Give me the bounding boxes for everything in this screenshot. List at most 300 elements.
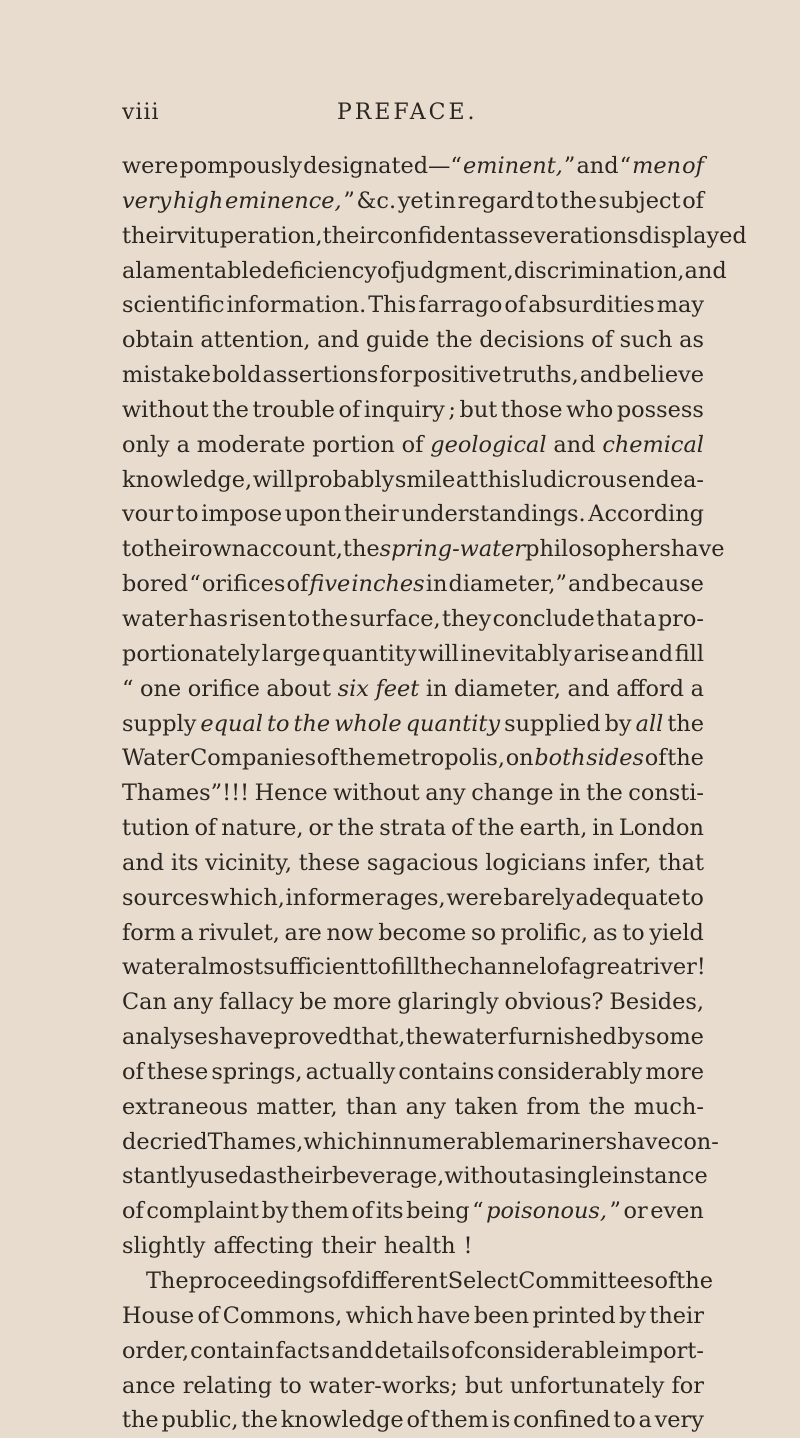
word: in	[425, 571, 448, 598]
word: sagacious	[366, 849, 479, 876]
word: knowledge,	[122, 466, 253, 493]
word: change	[471, 780, 554, 807]
word: supplied	[504, 710, 601, 737]
text-line	[122, 184, 704, 219]
word: only	[122, 431, 170, 458]
word: channel	[456, 954, 547, 981]
word: that,	[352, 1024, 406, 1051]
word: water-works;	[308, 1372, 458, 1399]
word: as	[679, 327, 704, 354]
word: will	[418, 640, 459, 667]
word: and	[122, 849, 165, 876]
word: were	[446, 884, 503, 911]
word: the	[241, 1407, 278, 1434]
word: information.	[226, 292, 367, 319]
text-line	[122, 323, 704, 358]
word: of	[197, 1302, 220, 1329]
word: of	[351, 1198, 374, 1225]
word: the	[405, 1024, 443, 1051]
word: have	[617, 1128, 671, 1155]
word: regard	[457, 187, 535, 214]
word: both	[534, 745, 586, 772]
word: farrago	[418, 292, 503, 319]
word: assertions	[262, 362, 379, 389]
word: five	[309, 571, 351, 598]
word: deficiency	[261, 257, 377, 284]
word: considerably	[497, 1058, 643, 1085]
word: sources	[122, 884, 210, 911]
word: ”	[609, 1198, 621, 1225]
word: eminent,	[462, 153, 563, 179]
word: attention,	[200, 327, 311, 354]
page-number: viii	[122, 100, 160, 125]
text-line	[122, 672, 704, 707]
word: these	[298, 849, 361, 876]
word: for	[379, 362, 412, 389]
word: of	[316, 745, 339, 772]
text-line	[122, 846, 704, 881]
running-title: PREFACE.	[337, 100, 478, 125]
text-line	[122, 567, 704, 602]
word: whole	[334, 710, 402, 737]
word: feet	[375, 675, 420, 702]
word: of	[654, 1268, 677, 1294]
word: single	[544, 1163, 613, 1190]
word: their	[144, 536, 200, 563]
word: are	[284, 919, 322, 946]
word: orifices	[201, 571, 286, 598]
word: believe	[622, 362, 704, 389]
word: from	[526, 1093, 581, 1120]
word: logicians	[485, 849, 587, 876]
word: relating	[182, 1372, 273, 1399]
word: the	[293, 710, 331, 737]
word: now	[326, 919, 374, 946]
word: their	[277, 1163, 332, 1190]
word: portionately	[122, 640, 260, 667]
word: health	[383, 1233, 456, 1260]
text-line	[122, 463, 704, 498]
word: as	[252, 1163, 278, 1190]
word: former	[307, 884, 386, 911]
text-line	[122, 532, 725, 567]
word: of	[546, 954, 569, 981]
word: instance	[612, 1163, 708, 1190]
word: designated—“	[303, 153, 462, 179]
word: large	[261, 640, 321, 667]
word: supply	[122, 710, 197, 737]
word: matter,	[256, 1093, 338, 1120]
word: river	[642, 954, 697, 981]
word: a	[122, 257, 136, 284]
word: lamentable	[135, 257, 262, 284]
word: in	[285, 884, 308, 911]
word: fill	[391, 954, 421, 981]
word: of	[401, 431, 424, 458]
word: endea-	[627, 466, 704, 493]
word: Thames,	[207, 1128, 304, 1155]
text-line	[122, 985, 704, 1020]
text-line	[122, 1159, 708, 1194]
word: water	[442, 1024, 509, 1051]
word: water	[122, 954, 188, 981]
word: of	[327, 1268, 350, 1294]
word: of	[286, 571, 309, 598]
word: According	[588, 501, 704, 528]
word: understandings.	[401, 501, 586, 528]
word: Thames”!!!	[122, 780, 250, 807]
word: be	[299, 989, 327, 1016]
word: possess	[616, 396, 704, 423]
word: water	[122, 605, 188, 632]
word: to	[622, 919, 645, 946]
word: great	[581, 954, 643, 981]
word: House	[122, 1302, 195, 1329]
word: quantity	[405, 710, 501, 737]
word: who	[566, 396, 614, 423]
word: “	[122, 675, 134, 702]
word: the	[588, 1093, 626, 1120]
word: of	[194, 815, 217, 842]
word: trouble	[252, 396, 335, 423]
word: springs,	[211, 1058, 303, 1085]
word: have	[416, 1302, 471, 1329]
text-line	[122, 776, 704, 811]
word: Can	[122, 989, 167, 1016]
word: the	[339, 745, 376, 772]
word: such	[619, 327, 673, 354]
word: of	[451, 1337, 473, 1364]
word: is	[491, 1407, 511, 1434]
text-line	[122, 497, 704, 532]
word: printed	[532, 1302, 616, 1329]
word: has	[188, 605, 229, 632]
word: conclude	[492, 605, 595, 632]
word: arise	[573, 640, 630, 667]
text-line	[122, 1055, 704, 1090]
word: details	[374, 1337, 451, 1364]
word: unfortunately	[509, 1372, 665, 1399]
word: a	[643, 605, 657, 632]
word: have	[670, 536, 725, 563]
text-line	[122, 358, 704, 393]
running-head	[122, 100, 702, 130]
word: of	[682, 153, 704, 179]
word: been	[473, 1302, 530, 1329]
word: six	[337, 675, 369, 702]
word: Committees	[518, 1268, 655, 1294]
text-line	[122, 428, 704, 463]
word: !	[696, 954, 706, 981]
word: metropolis,	[376, 745, 505, 772]
word: diameter,	[454, 675, 561, 702]
word: of	[504, 292, 527, 319]
word: proved	[273, 1024, 353, 1051]
word: that	[658, 849, 704, 876]
word: “	[619, 153, 632, 179]
word: so	[470, 919, 496, 946]
word: nature,	[221, 815, 304, 842]
word: their	[649, 1302, 704, 1329]
word: them	[431, 1407, 489, 1434]
word: to	[536, 187, 559, 214]
word: proceedings	[188, 1268, 328, 1294]
word: of	[644, 745, 667, 772]
word: yet	[397, 187, 433, 214]
word: the	[342, 536, 380, 563]
word: positive	[412, 362, 502, 389]
word: mistake	[122, 362, 212, 389]
word: and	[331, 1337, 374, 1364]
word: this	[478, 466, 521, 493]
word: and	[579, 362, 622, 389]
word: The	[146, 1268, 189, 1294]
text-line	[122, 950, 704, 985]
word: to	[122, 536, 145, 563]
word: a	[180, 919, 194, 946]
text-line	[122, 288, 704, 323]
word: more	[645, 1058, 704, 1085]
word: will	[252, 466, 294, 493]
word: furnished	[508, 1024, 617, 1051]
word: contains	[398, 1058, 495, 1085]
word: geological	[430, 431, 547, 458]
word: them	[291, 1198, 349, 1225]
word: Commons,	[222, 1302, 343, 1329]
word: glaringly	[397, 989, 499, 1016]
word: may	[656, 292, 704, 319]
word: at	[455, 466, 479, 493]
word: by	[617, 1024, 645, 1051]
word: knowledge	[280, 1407, 404, 1434]
word: almost	[187, 954, 264, 981]
word: of	[122, 1058, 144, 1085]
word: Water	[122, 745, 190, 772]
word: the	[420, 954, 457, 981]
word: one	[140, 675, 182, 702]
word: ages,	[386, 884, 446, 911]
word: by	[619, 1302, 647, 1329]
text-line	[122, 637, 704, 672]
word: the	[667, 710, 704, 737]
word: asseverations	[483, 222, 639, 249]
text-line	[122, 707, 704, 742]
word: affecting	[213, 1233, 314, 1260]
text-line	[122, 254, 727, 289]
word: for	[671, 1372, 704, 1399]
word: they	[441, 605, 492, 632]
word: different	[349, 1268, 448, 1294]
word: more	[332, 989, 392, 1016]
word: in	[425, 675, 448, 702]
word: earth,	[519, 815, 588, 842]
word: yield	[649, 919, 704, 946]
word: that	[596, 605, 642, 632]
word: adequate	[575, 884, 681, 911]
word: ludicrous	[521, 466, 628, 493]
word: to	[266, 710, 290, 737]
word: fill	[674, 640, 704, 667]
word: a	[176, 431, 190, 458]
word: inches	[351, 571, 425, 598]
word: and	[568, 571, 611, 598]
body-text	[122, 149, 747, 1438]
word: the	[560, 187, 597, 214]
word: actually	[305, 1058, 396, 1085]
word: beverage,	[331, 1163, 445, 1190]
word: the	[337, 815, 375, 842]
word: judgment,	[398, 257, 514, 284]
word: infer,	[593, 849, 652, 876]
word: much-	[633, 1093, 704, 1120]
word: own	[199, 536, 247, 563]
word: the	[676, 1268, 713, 1294]
word: Hence	[254, 780, 328, 807]
word: on	[505, 745, 534, 772]
word: its	[375, 1198, 404, 1225]
word: a	[568, 954, 582, 981]
text-line	[122, 1299, 704, 1334]
word: consti-	[628, 780, 704, 807]
word: even	[650, 1198, 704, 1225]
word: order,	[122, 1337, 190, 1364]
word: their	[321, 1233, 376, 1260]
text-line	[122, 602, 704, 637]
word: some	[644, 1024, 704, 1051]
word: fallacy	[219, 989, 294, 1016]
word: scientific	[122, 292, 225, 319]
word: their	[122, 222, 177, 249]
word: facts	[275, 1337, 331, 1364]
word: without	[122, 396, 209, 423]
word: discrimination,	[513, 257, 685, 284]
word: have	[219, 1024, 274, 1051]
word: contain	[190, 1337, 275, 1364]
word: the	[436, 327, 473, 354]
word: subject	[598, 187, 681, 214]
word: &c.	[356, 187, 397, 214]
word: but	[459, 396, 498, 423]
text-line	[122, 1369, 704, 1404]
text-line	[122, 1090, 704, 1125]
word: import-	[620, 1337, 704, 1364]
word: to	[681, 884, 704, 911]
word: its	[170, 849, 199, 876]
word: smile	[394, 466, 456, 493]
word: by	[261, 1198, 289, 1225]
word: sides	[586, 745, 645, 772]
text-line	[122, 881, 704, 916]
word: mariners	[514, 1128, 618, 1155]
word: vicinity,	[205, 849, 293, 876]
word: which,	[210, 884, 285, 911]
word: portion	[312, 431, 395, 458]
word: inevitably	[460, 640, 572, 667]
word: a	[690, 675, 704, 702]
text-line	[122, 1229, 704, 1264]
word: or	[308, 815, 333, 842]
word: inquiry	[363, 396, 445, 423]
word: con-	[670, 1128, 719, 1155]
word: bold	[212, 362, 262, 389]
word: and	[576, 153, 619, 179]
word: obtain	[122, 327, 194, 354]
word: This	[368, 292, 417, 319]
word: Besides,	[609, 989, 704, 1016]
word: the	[212, 396, 249, 423]
word: in	[592, 815, 614, 842]
text-line	[122, 219, 747, 254]
word: were	[122, 153, 179, 179]
text-line	[122, 1403, 704, 1438]
word: vituperation,	[176, 222, 323, 249]
word: poisonous,	[486, 1198, 607, 1225]
text-line	[122, 1334, 704, 1369]
word: in	[559, 780, 581, 807]
word: to	[613, 1407, 636, 1434]
word: risen	[229, 605, 287, 632]
word: or	[623, 1198, 648, 1225]
word: absurdities	[528, 292, 655, 319]
word: the	[311, 605, 349, 632]
word: “	[189, 571, 201, 598]
word: very	[122, 187, 172, 214]
word: their	[322, 222, 378, 249]
text-line	[122, 916, 704, 951]
word: of	[406, 1407, 429, 1434]
word: in	[434, 187, 456, 214]
word: without	[333, 780, 420, 807]
word: form	[122, 919, 176, 946]
word: high	[172, 187, 224, 214]
word: men	[632, 153, 682, 179]
word: taken	[454, 1093, 519, 1120]
word: these	[146, 1058, 209, 1085]
word: to	[279, 1372, 302, 1399]
word: barely	[503, 884, 575, 911]
word: the	[122, 1407, 159, 1434]
word: being	[406, 1198, 470, 1225]
word: as	[592, 919, 618, 946]
word: afford	[616, 675, 684, 702]
word: by	[604, 710, 632, 737]
word: ;	[448, 396, 456, 423]
word: orifice	[187, 675, 260, 702]
word: moderate	[196, 431, 306, 458]
word: bored	[122, 571, 189, 598]
text-line	[122, 149, 704, 184]
word: account,	[246, 536, 343, 563]
word: probably	[293, 466, 395, 493]
word: vour	[122, 501, 174, 528]
word: to	[175, 501, 199, 528]
word: of	[122, 1198, 144, 1225]
word: London	[618, 815, 704, 842]
word: tution	[122, 815, 190, 842]
word: and	[630, 640, 674, 667]
text-line	[122, 1125, 719, 1160]
text-line	[122, 1264, 713, 1299]
word: innumerable	[371, 1128, 515, 1155]
word: quantity	[322, 640, 417, 667]
word: philosophers	[525, 536, 671, 563]
word: slightly	[122, 1233, 206, 1260]
word: decisions	[479, 327, 585, 354]
word: a	[530, 1163, 545, 1190]
word: analyses	[122, 1024, 220, 1051]
word: Select	[447, 1268, 519, 1294]
word: a	[638, 1407, 652, 1434]
